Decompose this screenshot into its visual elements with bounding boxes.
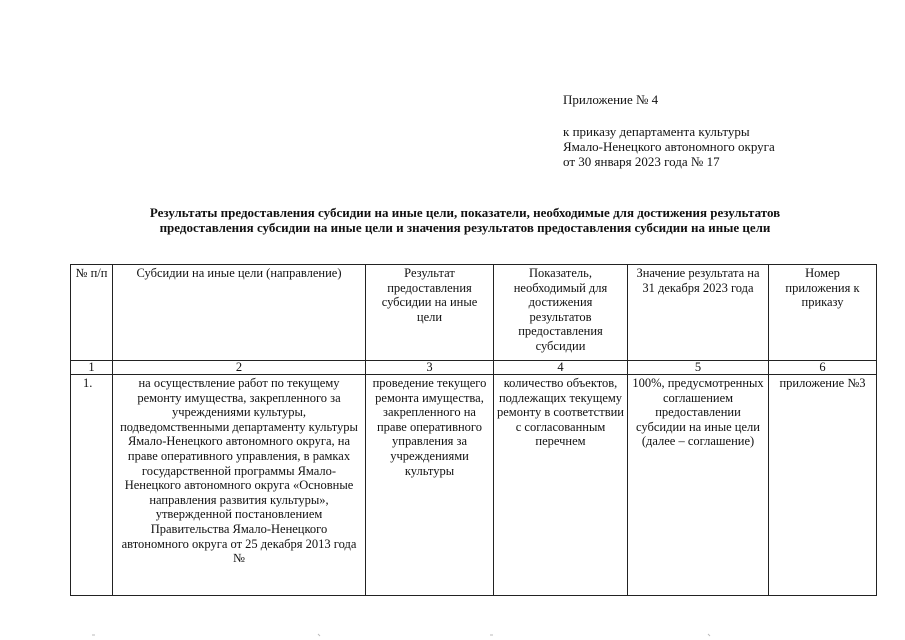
appendix-line: Ямало-Ненецкого автономного округа: [563, 139, 775, 154]
row-appendix: приложение №3: [769, 375, 877, 596]
appendix-block: [563, 92, 775, 169]
appendix-line: к приказу департамента культуры: [563, 124, 750, 139]
column-header-indicator: Показатель, необходимый для достижения результатов предоставления субсидии: [494, 265, 628, 361]
row-direction: [113, 375, 366, 596]
column-number: 1: [71, 361, 113, 375]
column-header-result: Результат предоставления субсидии на иные цели: [366, 265, 494, 361]
document-title: [60, 205, 870, 235]
row-direction-text: на осуществление работ по текущему ремонту имущества, закрепленного за учреждениями культуры, подведомственными департаменту культуры Ямало-Ненецкого автономного округа, на праве оперативного управления, в рамках государственной программы Ямало-Ненецкого автономного округа «Основные направления развития культуры», утвержденной постановлением Правительства Ямало-Ненецкого автономного округа от 25 декабря 2013 года №: [120, 376, 358, 566]
column-header-value: Значение результата на 31 декабря 2023 года: [628, 265, 769, 361]
row-result: проведение текущего ремонта имущества, закрепленного на праве оперативного управления за учреждениями культуры: [366, 375, 494, 596]
column-header-appendix: Номер приложения к приказу: [769, 265, 877, 361]
column-number: 4: [494, 361, 628, 375]
row-value: 100%, предусмотренных соглашением предоставлении субсидии на иные цели (далее – соглашение): [628, 375, 769, 596]
column-number: 5: [628, 361, 769, 375]
appendix-number: Приложение № 4: [563, 92, 659, 107]
row-number: 1.: [71, 375, 113, 596]
column-header-number: № п/п: [71, 265, 113, 361]
column-number: 3: [366, 361, 494, 375]
row-indicator: количество объектов, подлежащих текущему ремонту в соответствии с согласованным перечнем: [494, 375, 628, 596]
column-header-direction: Субсидии на иные цели (направление): [113, 265, 366, 361]
column-number-row: [71, 361, 877, 375]
scan-marks: [0, 630, 905, 640]
table-header-row: [71, 265, 877, 361]
column-number: 2: [113, 361, 366, 375]
appendix-line: от 30 января 2023 года № 17: [563, 154, 720, 169]
results-table: [70, 264, 877, 596]
table-row: [71, 375, 877, 596]
title-line: Результаты предоставления субсидии на иные цели, показатели, необходимые для достижения результатов: [149, 205, 781, 220]
column-number: 6: [769, 361, 877, 375]
title-line: предоставления субсидии на иные цели и значения результатов предоставления субсидии на иные цели: [159, 220, 771, 235]
